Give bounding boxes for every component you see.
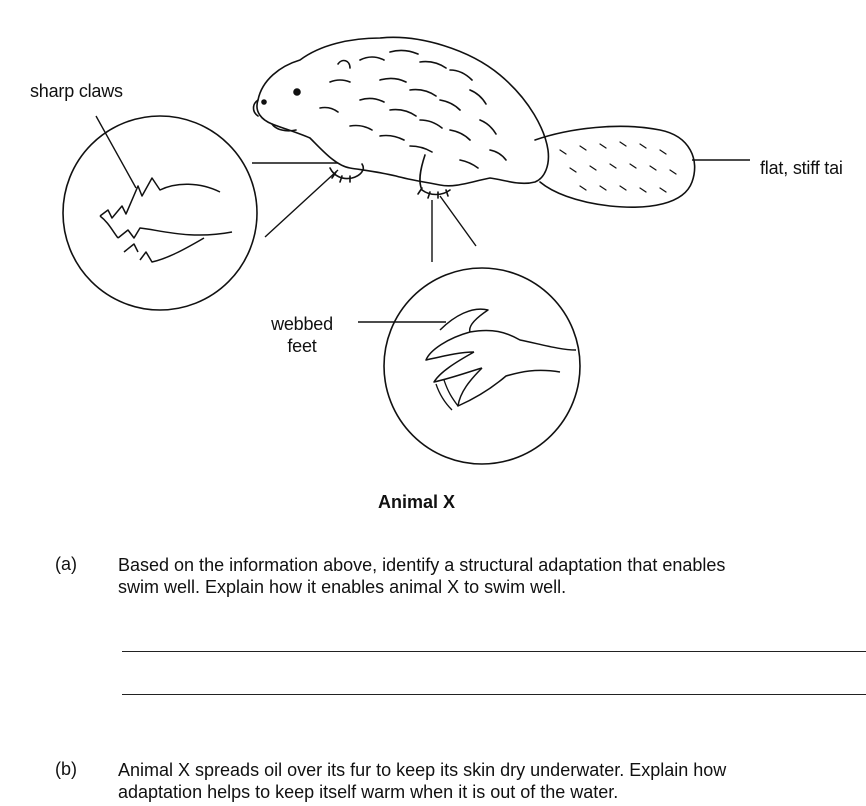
question-b-text: Animal X spreads oil over its fur to keep its skin dry underwater. Explain how adaptation helps to keep itself warm when it is out of the water. xyxy=(118,760,727,802)
webbed-feet-label-line2: feet xyxy=(287,336,317,356)
question-a-letter: (a) xyxy=(55,554,77,574)
question-b-letter: (b) xyxy=(55,759,77,779)
webbed-feet-magnifier xyxy=(358,196,580,464)
answer-line[interactable] xyxy=(122,651,866,652)
sharp-claws-label: sharp claws xyxy=(30,81,123,101)
flat-stiff-tail-label: flat, stiff tai xyxy=(760,158,843,178)
answer-line[interactable] xyxy=(122,694,866,695)
question-a-text: Based on the information above, identify a structural adaptation that enables swim well. Explain how it enables animal X to swim well. xyxy=(118,555,726,597)
beaver-drawing xyxy=(254,37,695,207)
claws-magnifier xyxy=(63,116,338,310)
webbed-feet-label xyxy=(262,313,342,357)
figure-caption: Animal X xyxy=(378,492,456,512)
webbed-feet-label-line1: webbed xyxy=(271,314,333,334)
